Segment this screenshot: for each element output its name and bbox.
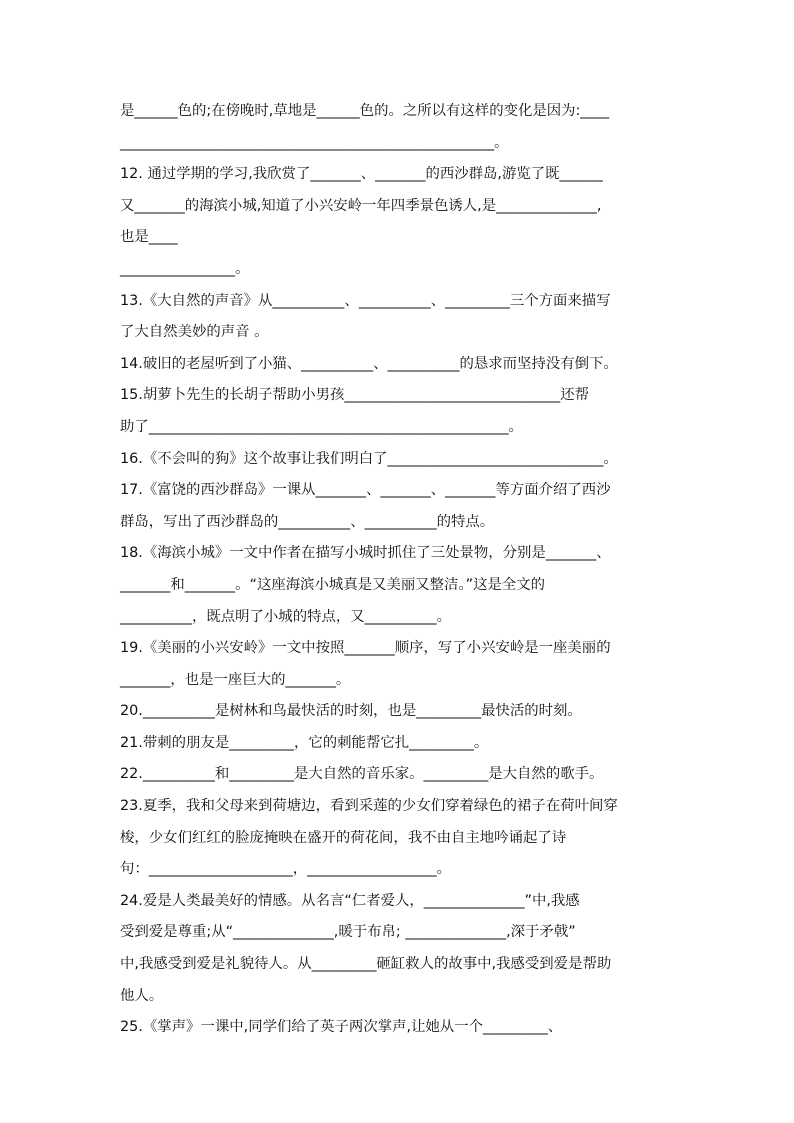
text-line <box>120 128 676 160</box>
text-line <box>120 538 676 570</box>
line-text: 14.破旧的老屋听到了小猫、__________、__________的恳求而坚持没有倒下。 <box>120 355 618 372</box>
text-line <box>120 191 676 223</box>
line-text: 又_______的海滨小城,知道了小兴安岭一年四季景色诱人,是______________, <box>120 197 602 214</box>
text-line <box>120 949 676 981</box>
text-line <box>120 222 676 254</box>
text-line <box>120 633 676 665</box>
text-line <box>120 981 676 1013</box>
line-text: 是______色的;在傍晚时,草地是______色的。之所以有这样的变化是因为:____ <box>120 103 610 119</box>
line-text: 了大自然美妙的声音 。 <box>120 324 269 341</box>
line-text: 15.胡萝卜先生的长胡子帮助小男孩______________________________还帮 <box>120 387 589 404</box>
text-line <box>120 791 676 823</box>
text-line <box>120 286 676 318</box>
text-line <box>120 570 676 602</box>
line-text: 22.__________和_________是大自然的音乐家。_________是大自然的歌手。 <box>120 766 604 783</box>
text-line <box>120 696 676 728</box>
text-line <box>120 475 676 507</box>
line-text: ____________________________________________________。 <box>120 134 509 151</box>
line-text: 中,我感受到爱是礼貌待人。从_________砸缸救人的故事中,我感受到爱是帮助 <box>120 956 612 973</box>
text-line <box>120 412 676 444</box>
text-line <box>120 728 676 760</box>
line-text: 17.《富饶的西沙群岛》一课从_______、_______、_______等方面介绍了西沙 <box>120 482 611 499</box>
line-text: 也是____ <box>120 229 178 246</box>
text-line <box>120 886 676 918</box>
text-line <box>120 854 676 886</box>
line-text: ________________。 <box>120 260 250 277</box>
line-text: 19.《美丽的小兴安岭》一文中按照_______顺序，写了小兴安岭是一座美丽的 <box>120 640 611 657</box>
text-line <box>120 254 676 286</box>
line-text: 25.《掌声》一课中,同学们给了英子两次掌声,让她从一个_________、 <box>120 1019 563 1036</box>
text-line <box>120 759 676 791</box>
line-text: 16.《不会叫的狗》这个故事让我们明白了______________________________。 <box>120 450 618 467</box>
line-text: 12. 通过学期的学习,我欣赏了_______、_______的西沙群岛,游览了既______ <box>120 166 603 183</box>
text-line <box>120 665 676 697</box>
text-line <box>120 823 676 855</box>
text-line <box>120 380 676 412</box>
text-line <box>120 917 676 949</box>
line-text: 句：____________________，__________________。 <box>120 861 451 878</box>
line-text: 24.爱是人类最美好的情感。从名言“仁者爱人，______________”中,我感 <box>120 892 580 909</box>
document-page <box>120 96 676 1044</box>
line-text: 助了__________________________________________________。 <box>120 418 523 435</box>
text-line <box>120 507 676 539</box>
line-text: 18.《海滨小城》一文中作者在描写小城时抓住了三处景物，分别是_______、 <box>120 545 611 562</box>
text-line <box>120 1012 676 1044</box>
text-line <box>120 96 676 128</box>
text-line <box>120 317 676 349</box>
line-text: 21.带刺的朋友是_________，它的刺能帮它扎_________。 <box>120 734 489 751</box>
text-line <box>120 444 676 476</box>
line-text: 13.《大自然的声音》从__________、__________、_________三个方面来描写 <box>120 292 611 309</box>
text-line <box>120 159 676 191</box>
line-text: 群岛，写出了西沙群岛的__________、__________的特点。 <box>120 513 495 530</box>
line-text: 20.__________是树林和鸟最快活的时刻，也是_________最快活的时刻。 <box>120 703 582 720</box>
line-text: 受到爱是尊重;从“______________,暖于布帛; ______________,深于矛戟” <box>120 924 576 941</box>
line-text: 他人。 <box>120 987 164 1004</box>
line-text: __________，既点明了小城的特点，又__________。 <box>120 608 451 625</box>
text-line <box>120 602 676 634</box>
line-text: 23.夏季，我和父母来到荷塘边，看到采莲的少女们穿着绿色的裙子在荷叶间穿 <box>120 798 618 815</box>
line-text: _______，也是一座巨大的_______。 <box>120 671 351 688</box>
line-text: 梭，少女们红红的脸庞掩映在盛开的荷花间，我不由自主地吟诵起了诗 <box>120 829 567 846</box>
text-line <box>120 349 676 381</box>
line-text: _______和_______。“这座海滨小城真是又美丽又整洁。”这是全文的 <box>120 576 546 593</box>
